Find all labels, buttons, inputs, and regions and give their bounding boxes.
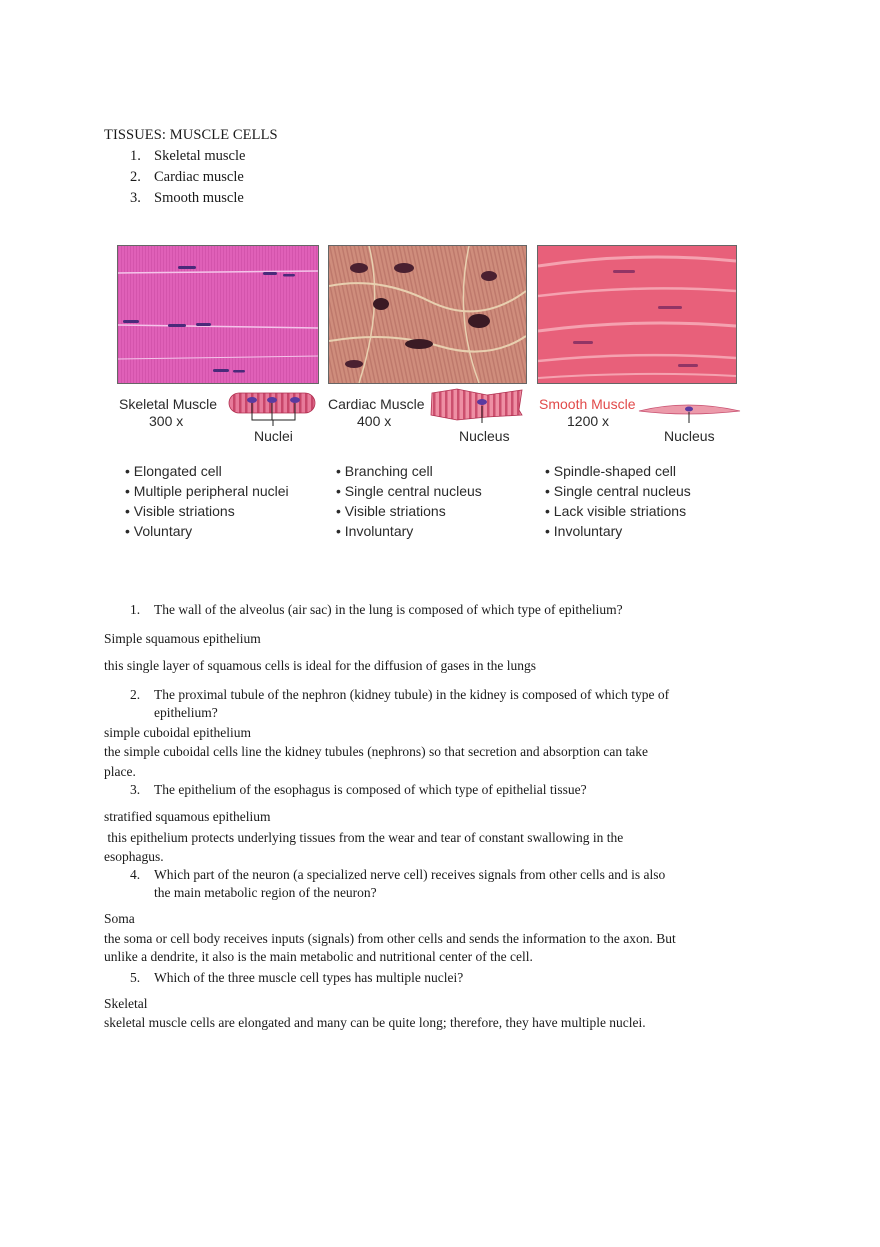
feature-item: • Multiple peripheral nuclei <box>125 483 289 499</box>
question-5 <box>130 969 463 987</box>
smooth-callout: Nucleus <box>664 428 715 444</box>
smooth-features <box>545 461 691 541</box>
question-text-cont: the main metabolic region of the neuron? <box>154 885 377 900</box>
explanation-4: the soma or cell body receives inputs (signals) from other cells and sends the information to the axon. But <box>104 931 676 946</box>
question-number: 5. <box>130 970 141 985</box>
list-item <box>130 147 245 168</box>
question-text: Which of the three muscle cell types has multiple nuclei? <box>154 970 464 985</box>
feature-item: • Spindle-shaped cell <box>545 463 676 479</box>
explanation-3-cont: esophagus. <box>104 849 164 864</box>
explanation-5: skeletal muscle cells are elongated and many can be quite long; therefore, they have multiple nuclei. <box>104 1015 646 1030</box>
skeletal-name: Skeletal Muscle <box>119 396 218 412</box>
question-number: 3. <box>130 782 141 797</box>
feature-item: • Branching cell <box>336 463 433 479</box>
feature-item: • Single central nucleus <box>336 483 482 499</box>
question-text: Which part of the neuron (a specialized nerve cell) receives signals from other cells and is also <box>154 867 666 882</box>
muscle-type-list <box>130 147 245 210</box>
list-number: 1. <box>130 148 141 164</box>
skeletal-callout: Nuclei <box>254 428 293 444</box>
question-3 <box>130 781 587 799</box>
cardiac-micrograph <box>328 245 527 384</box>
explanation-3: this epithelium protects underlying tissues from the wear and tear of constant swallowing in the <box>104 830 624 845</box>
smooth-cell-diagram <box>637 397 742 427</box>
feature-item: • Elongated cell <box>125 463 222 479</box>
explanation-2-cont: place. <box>104 764 136 779</box>
question-number: 4. <box>130 867 141 882</box>
question-text: The epithelium of the esophagus is composed of which type of epithelial tissue? <box>154 782 587 797</box>
cardiac-name: Cardiac Muscle <box>328 396 425 412</box>
smooth-name: Smooth Muscle <box>539 396 636 412</box>
question-4 <box>130 866 665 902</box>
question-2 <box>130 686 669 722</box>
smooth-magnification: 1200 x <box>567 413 610 429</box>
feature-item: • Single central nucleus <box>545 483 691 499</box>
question-text-cont: epithelium? <box>154 705 218 720</box>
question-number: 2. <box>130 687 141 702</box>
skeletal-micrograph <box>117 245 319 384</box>
smooth-micrograph <box>537 245 737 384</box>
cardiac-callout: Nucleus <box>459 428 510 444</box>
list-item <box>130 189 245 210</box>
feature-item: • Visible striations <box>125 503 235 519</box>
answer-3: stratified squamous epithelium <box>104 809 271 824</box>
answer-1: Simple squamous epithelium <box>104 631 261 646</box>
feature-item: • Involuntary <box>545 523 623 539</box>
question-text: The wall of the alveolus (air sac) in the lung is composed of which type of epithelium? <box>154 602 623 617</box>
feature-item: • Lack visible striations <box>545 503 687 519</box>
explanation-4-cont: unlike a dendrite, it also is the main metabolic and nutritional center of the cell. <box>104 949 533 964</box>
list-item <box>130 168 245 189</box>
list-number: 2. <box>130 169 141 185</box>
list-number: 3. <box>130 190 141 206</box>
question-1 <box>130 601 623 619</box>
answer-4: Soma <box>104 911 135 926</box>
answer-2: simple cuboidal epithelium <box>104 725 251 740</box>
question-text: The proximal tubule of the nephron (kidney tubule) in the kidney is composed of which type of <box>154 687 670 702</box>
explanation-1: this single layer of squamous cells is ideal for the diffusion of gases in the lungs <box>104 658 537 673</box>
cardiac-features <box>336 461 482 541</box>
feature-item: • Voluntary <box>125 523 193 539</box>
explanation-2: the simple cuboidal cells line the kidney tubules (nephrons) so that secretion and absorption can take <box>104 744 648 759</box>
list-label: Smooth muscle <box>154 190 244 206</box>
cardiac-magnification: 400 x <box>357 413 392 429</box>
answer-5: Skeletal <box>104 996 148 1011</box>
feature-item: • Visible striations <box>336 503 446 519</box>
question-number: 1. <box>130 602 141 617</box>
skeletal-magnification: 300 x <box>149 413 184 429</box>
list-label: Cardiac muscle <box>154 169 244 185</box>
skeletal-features <box>125 461 289 541</box>
muscle-comparison-figure <box>117 245 740 545</box>
page-title: TISSUES: MUSCLE CELLS <box>104 127 278 143</box>
feature-item: • Involuntary <box>336 523 414 539</box>
list-label: Skeletal muscle <box>154 148 246 164</box>
